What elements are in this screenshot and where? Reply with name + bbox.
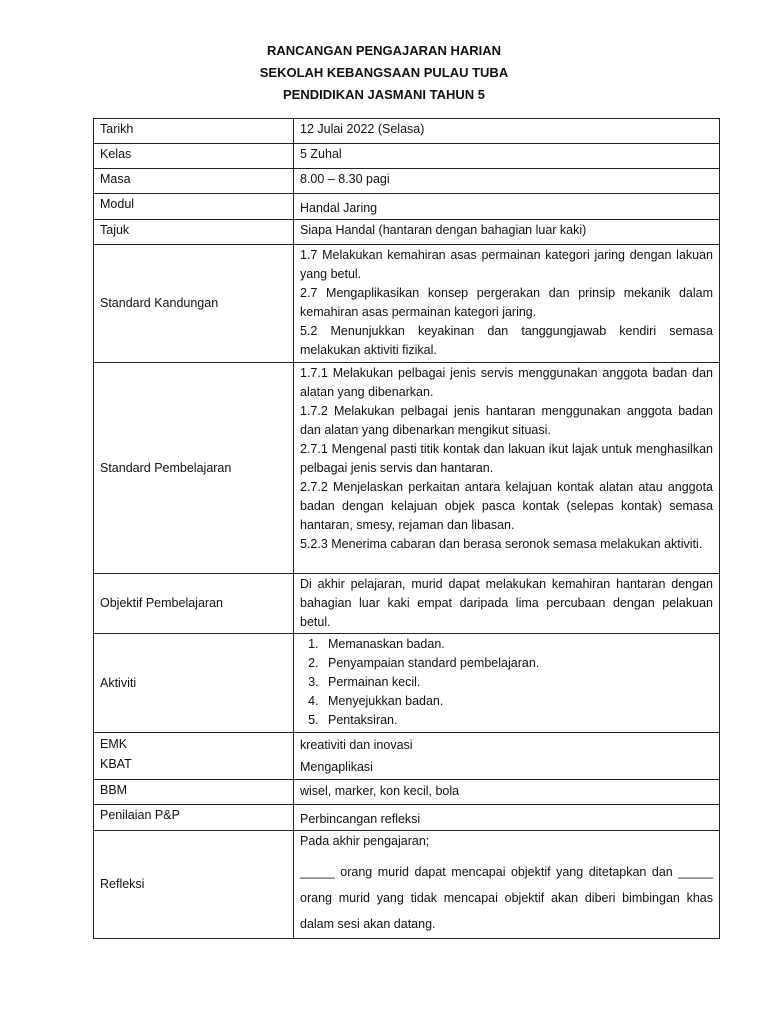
table-row-tajuk bbox=[94, 220, 720, 245]
bbm-value: wisel, marker, kon kecil, bola bbox=[300, 784, 460, 798]
table-row-emk-kbat bbox=[94, 733, 720, 780]
standard-pembelajaran-item: 2.7.2 Menjelaskan perkaitan antara kelajuan kontak alatan atau anggota badan dengan kelajuan objek pasca kontak (selepas kontak) semasa hantaran, smesy, rejaman dan libasan. bbox=[300, 480, 713, 532]
table-row-tarikh bbox=[94, 119, 720, 144]
standard-pembelajaran-item: 5.2.3 Menerima cabaran dan berasa seronok semasa melakukan aktiviti. bbox=[300, 537, 703, 551]
penilaian-label: Penilaian P&P bbox=[94, 805, 294, 831]
tarikh-label: Tarikh bbox=[94, 119, 294, 144]
tajuk-value: Siapa Handal (hantaran dengan bahagian luar kaki) bbox=[294, 220, 720, 245]
refleksi-intro: Pada akhir pengajaran; bbox=[300, 834, 430, 848]
refleksi-spacer bbox=[300, 851, 713, 859]
refleksi-cell bbox=[294, 831, 720, 939]
standard-pembelajaran-item: 1.7.2 Melakukan pelbagai jenis hantaran menggunakan anggota badan dan alatan yang dibenarkan mengikut situasi. bbox=[300, 404, 713, 437]
kelas-label: Kelas bbox=[94, 144, 294, 169]
standard-pembelajaran-label: Standard Pembelajaran bbox=[94, 363, 294, 574]
list-item: 4. Menyejukkan badan. bbox=[322, 692, 713, 711]
standard-kandungan-item: 5.2 Menunjukkan keyakinan dan tanggungjawab kendiri semasa melakukan aktiviti fizikal. bbox=[300, 324, 713, 357]
modul-value: Handal Jaring bbox=[300, 201, 378, 215]
table-row-bbm bbox=[94, 780, 720, 805]
list-item: 1. Memanaskan badan. bbox=[322, 635, 713, 654]
objektif-label: Objektif Pembelajaran bbox=[94, 574, 294, 634]
table-row-modul bbox=[94, 194, 720, 220]
standard-pembelajaran-item: 1.7.1 Melakukan pelbagai jenis servis menggunakan anggota badan dan alatan yang dibenarkan. bbox=[300, 366, 713, 399]
masa-label: Masa bbox=[94, 169, 294, 194]
aktiviti-label: Aktiviti bbox=[94, 634, 294, 733]
list-item: 3. Permainan kecil. bbox=[322, 673, 713, 692]
table-row-kelas bbox=[94, 144, 720, 169]
list-item: 2. Penyampaian standard pembelajaran. bbox=[322, 654, 713, 673]
bbm-cell bbox=[294, 780, 720, 805]
modul-cell bbox=[294, 194, 720, 220]
kelas-value: 5 Zuhal bbox=[294, 144, 720, 169]
list-item: 5. Pentaksiran. bbox=[322, 711, 713, 730]
standard-kandungan-item: 1.7 Melakukan kemahiran asas permainan kategori jaring dengan lakuan yang betul. bbox=[300, 248, 713, 281]
lesson-plan-table bbox=[93, 118, 720, 939]
refleksi-text: _____ orang murid dapat mencapai objektif yang ditetapkan dan _____ orang murid yang tidak mencapai objektif akan diberi bimbingan khas dalam sesi akan datang. bbox=[300, 865, 713, 931]
standard-kandungan-item: 2.7 Mengaplikasikan konsep pergerakan dan prinsip mekanik dalam kemahiran asas permainan kategori jaring. bbox=[300, 286, 713, 319]
subject-title: PENDIDIKAN JASMANI TAHUN 5 bbox=[283, 87, 485, 102]
standard-pembelajaran-item: 2.7.1 Mengenal pasti titik kontak dan lakuan ikut lajak untuk menghasilkan pelbagai jenis servis dan hantaran. bbox=[300, 442, 713, 475]
emk-kbat-label-cell bbox=[94, 733, 294, 780]
kbat-value: Mengaplikasi bbox=[300, 760, 373, 774]
standard-kandungan-cell bbox=[294, 245, 720, 363]
aktiviti-cell bbox=[294, 634, 720, 733]
school-name: SEKOLAH KEBANGSAAN PULAU TUBA bbox=[259, 65, 509, 80]
refleksi-label: Refleksi bbox=[94, 831, 294, 939]
masa-value: 8.00 – 8.30 pagi bbox=[294, 169, 720, 194]
table-row-penilaian bbox=[94, 805, 720, 831]
modul-label: Modul bbox=[94, 194, 294, 220]
document-header bbox=[0, 40, 768, 106]
kbat-label: KBAT bbox=[100, 757, 132, 771]
table-row-standard-pembelajaran bbox=[94, 363, 720, 574]
standard-pembelajaran-cell bbox=[294, 363, 720, 574]
table-row-refleksi bbox=[94, 831, 720, 939]
bbm-label: BBM bbox=[94, 780, 294, 805]
penilaian-value: Perbincangan refleksi bbox=[300, 812, 421, 826]
document-title: RANCANGAN PENGAJARAN HARIAN bbox=[266, 43, 501, 58]
objektif-value: Di akhir pelajaran, murid dapat melakukan kemahiran hantaran dengan bahagian luar kaki empat daripada lima percubaan dengan pelakuan betul. bbox=[294, 574, 720, 634]
table-row-standard-kandungan bbox=[94, 245, 720, 363]
table-row-masa bbox=[94, 169, 720, 194]
emk-value: kreativiti dan inovasi bbox=[300, 738, 413, 752]
table-row-objektif bbox=[94, 574, 720, 634]
emk-kbat-value-cell bbox=[294, 733, 720, 780]
emk-label: EMK bbox=[100, 737, 128, 751]
penilaian-cell bbox=[294, 805, 720, 831]
aktiviti-list bbox=[300, 635, 713, 730]
tajuk-label: Tajuk bbox=[94, 220, 294, 245]
table-row-aktiviti bbox=[94, 634, 720, 733]
standard-kandungan-label: Standard Kandungan bbox=[94, 245, 294, 363]
tarikh-value: 12 Julai 2022 (Selasa) bbox=[294, 119, 720, 144]
